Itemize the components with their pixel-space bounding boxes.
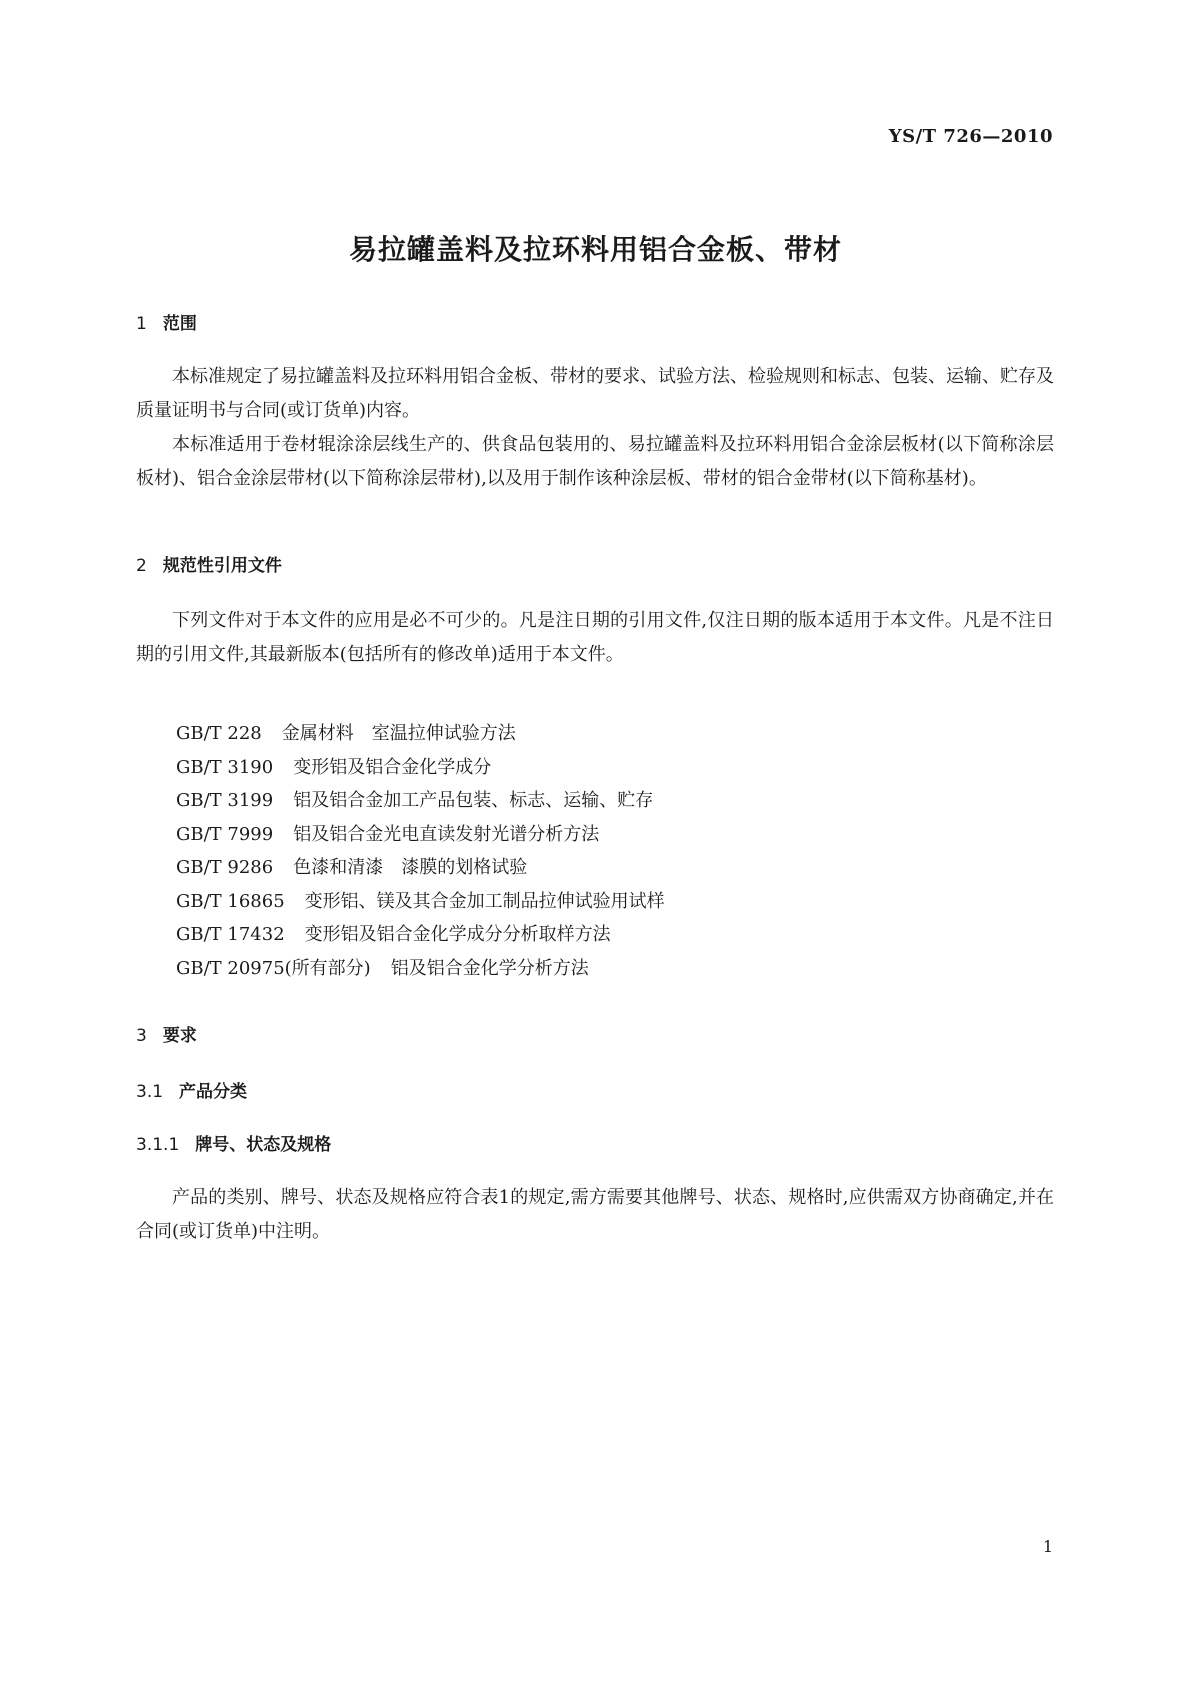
reference-code: GB/T 20975(所有部分) [176,957,371,979]
section-title: 范围 [162,314,197,334]
reference-code: GB/T 17432 [176,924,285,945]
reference-code: GB/T 228 [176,723,262,744]
reference-title: 铝及铝合金化学分析方法 [390,957,589,979]
reference-item [176,818,665,852]
reference-code: GB/T 3190 [176,756,274,778]
section-number: 3.1 [136,1082,164,1102]
reference-code: GB/T 7999 [176,823,274,845]
section-heading-scope [136,309,197,334]
reference-item [176,751,665,785]
section-heading-normative-references [136,551,282,576]
section-number: 3 [136,1026,147,1046]
reference-title: 金属材料 室温拉伸试验方法 [281,723,516,744]
section-number: 1 [136,314,147,334]
reference-item [176,784,665,818]
reference-title: 铝及铝合金加工产品包装、标志、运输、贮存 [293,790,654,811]
reference-title: 色漆和清漆 漆膜的划格试验 [293,857,528,878]
section-heading-requirements [136,1021,197,1046]
grades-body [136,1181,1054,1249]
section-number: 2 [136,556,147,576]
reference-code: GB/T 3199 [176,790,274,811]
paragraph: 下列文件对于本文件的应用是必不可少的。凡是注日期的引用文件,仅注日期的版本适用于本文件。凡是不注日期的引用文件,其最新版本(包括所有的修改单)适用于本文件。 [136,610,1054,665]
section-title: 要求 [162,1026,197,1046]
section-title: 产品分类 [179,1082,248,1102]
reference-code: GB/T 9286 [176,857,274,878]
document-title: 易拉罐盖料及拉环料用铝合金板、带材 [348,233,842,266]
reference-item [176,885,665,919]
paragraph: 本标准规定了易拉罐盖料及拉环料用铝合金板、带材的要求、试验方法、检验规则和标志、包装、运输、贮存及质量证明书与合同(或订货单)内容。 [136,366,1054,421]
reference-item [176,717,665,751]
reference-list [176,717,665,985]
reference-title: 铝及铝合金光电直读发射光谱分析方法 [293,823,600,845]
normative-references-intro [136,604,1054,672]
paragraph: 本标准适用于卷材辊涂涂层线生产的、供食品包装用的、易拉罐盖料及拉环料用铝合金涂层板材(以下简称涂层板材)、铝合金涂层带材(以下简称涂层带材),以及用于制作该种涂层板、带材的铝合金带材(以下简称基材)。 [136,434,1054,489]
reference-title: 变形铝及铝合金化学成分 [293,756,492,778]
section-number: 3.1.1 [136,1135,180,1155]
page-number: 1 [1042,1537,1053,1556]
paragraph: 产品的类别、牌号、状态及规格应符合表1的规定,需方需要其他牌号、状态、规格时,应供需双方协商确定,并在合同(或订货单)中注明。 [136,1187,1054,1242]
reference-code: GB/T 16865 [176,890,285,912]
reference-item [176,918,665,952]
reference-title: 变形铝、镁及其合金加工制品拉伸试验用试样 [304,890,665,912]
standard-code: YS/T 726—2010 [888,126,1053,147]
reference-title: 变形铝及铝合金化学成分分析取样方法 [304,924,611,945]
section-title: 规范性引用文件 [162,556,282,576]
reference-item [176,952,665,986]
section-title: 牌号、状态及规格 [195,1135,332,1155]
section-heading-classification [136,1077,247,1102]
scope-body [136,360,1054,496]
section-heading-grades [136,1130,331,1155]
reference-item [176,851,665,885]
